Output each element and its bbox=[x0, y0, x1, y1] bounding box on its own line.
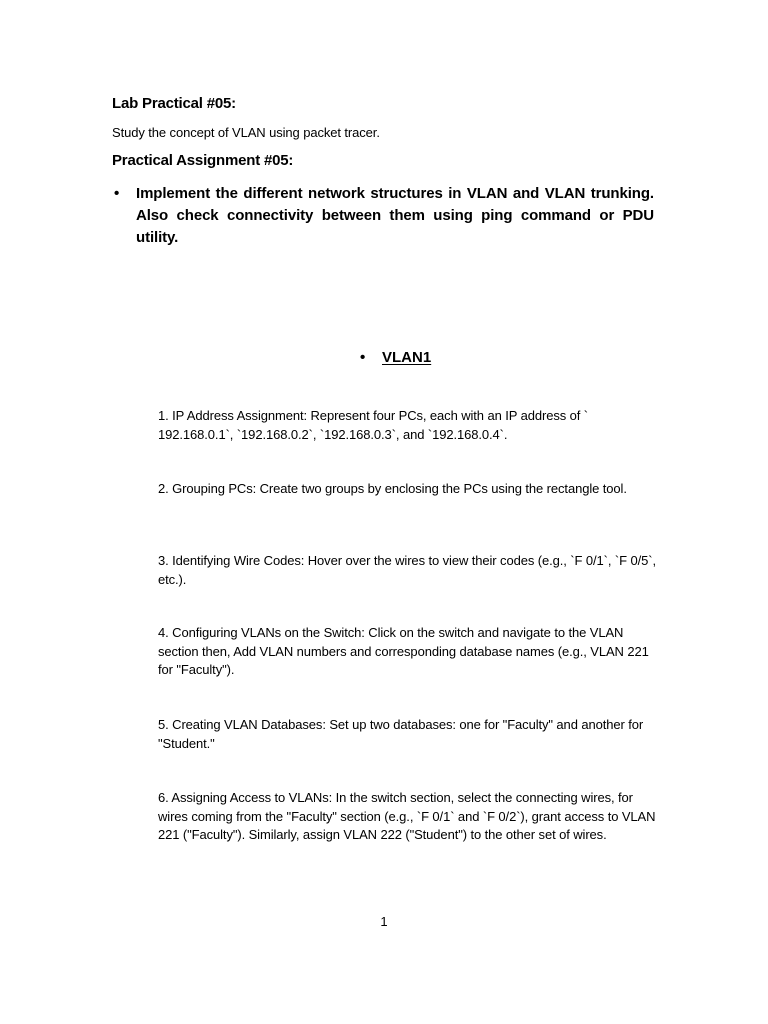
step-item: 2. Grouping PCs: Create two groups by enclosing the PCs using the rectangle tool. bbox=[158, 481, 627, 496]
step-item: 6. Assigning Access to VLANs: In the switch section, select the connecting wires, for wires coming from the "Faculty" section (e.g., `F 0/1` and `F 0/2`), grant access to VLAN 221 ("Faculty"). Similarly, assign VLAN 222 ("Student") to the other set of wires. bbox=[158, 790, 656, 842]
step-item: 1. IP Address Assignment: Represent four PCs, each with an IP address of ` 192.168.0.1`, `192.168.0.2`, `192.168.0.3`, and `192.168.0.4`. bbox=[158, 408, 589, 442]
assignment-task: Implement the different network structures in VLAN and VLAN trunking. Also check connectivity between them using ping command or PDU utility. bbox=[136, 185, 654, 246]
lab-subtitle: Study the concept of VLAN using packet tracer. bbox=[112, 125, 380, 140]
assignment-title: Practical Assignment #05: bbox=[112, 152, 294, 169]
step-item: 5. Creating VLAN Databases: Set up two databases: one for "Faculty" and another for "Student." bbox=[158, 717, 644, 751]
lab-title: Lab Practical #05: bbox=[112, 95, 236, 112]
bullet-icon: • bbox=[114, 185, 120, 202]
step-item: 3. Identifying Wire Codes: Hover over the wires to view their codes (e.g., `F 0/1`, `F 0/5`, etc.). bbox=[158, 553, 656, 587]
page-number: 1 bbox=[380, 914, 388, 929]
section-title: VLAN1 bbox=[382, 349, 432, 366]
step-item: 4. Configuring VLANs on the Switch: Click on the switch and navigate to the VLAN section then, Add VLAN numbers and corresponding database names (e.g., VLAN 221 for "Faculty"). bbox=[158, 625, 649, 677]
section-bullet-icon: • bbox=[360, 349, 366, 366]
